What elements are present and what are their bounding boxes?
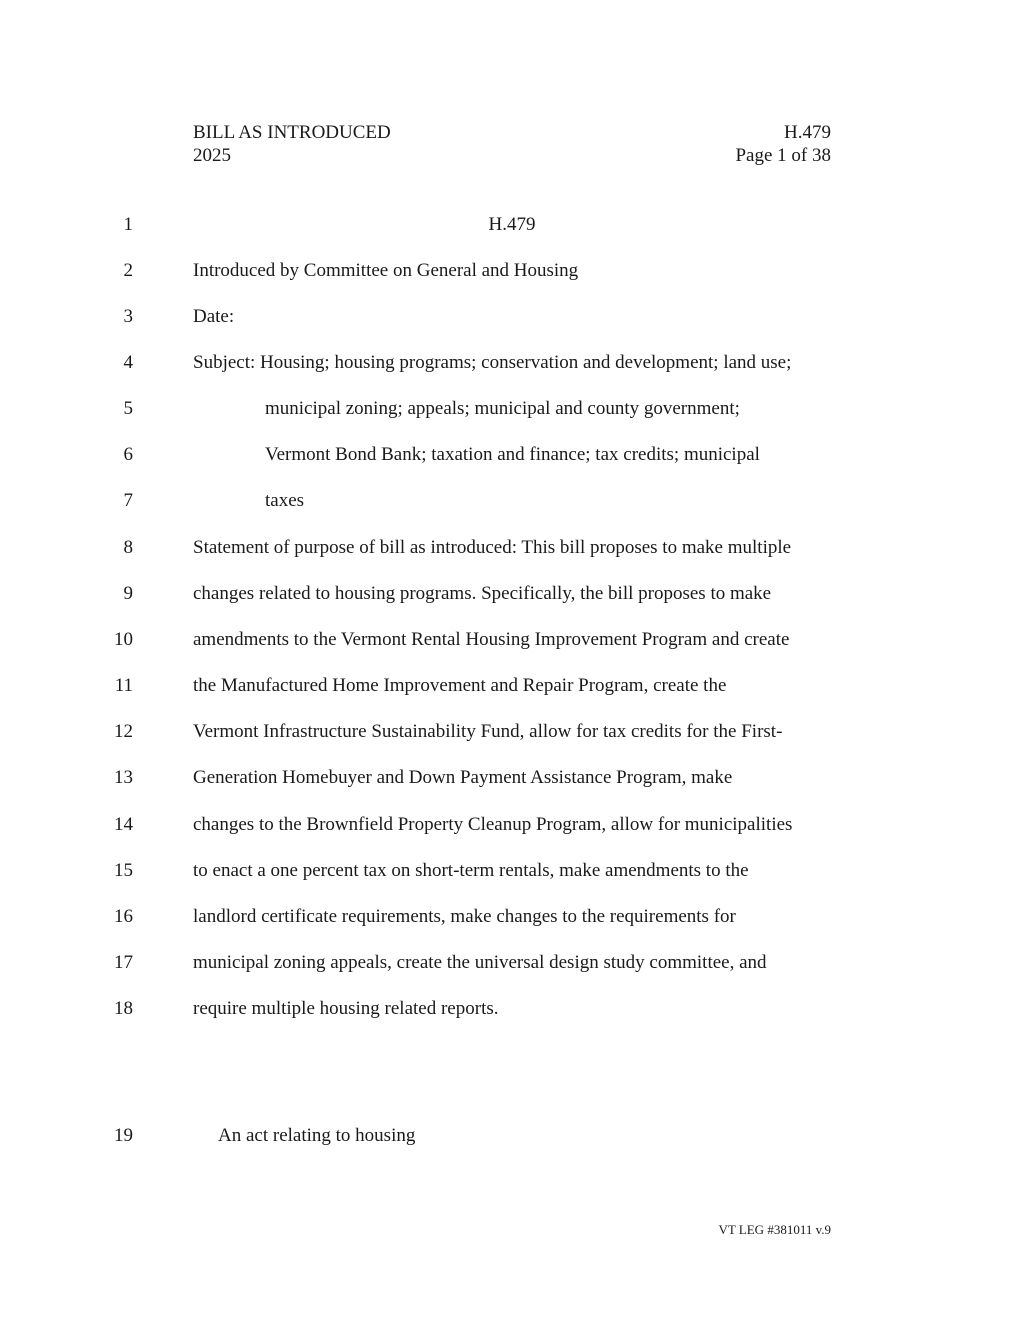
- statement-text: to enact a one percent tax on short-term rentals, make amendments to the: [193, 860, 749, 881]
- statement-text: landlord certificate requirements, make changes to the requirements for: [193, 906, 736, 927]
- line-number: 8: [123, 537, 133, 558]
- document-line: [0, 350, 1024, 376]
- line-number: 10: [114, 629, 133, 650]
- document-line: [0, 904, 1024, 930]
- document-line: [0, 258, 1024, 284]
- document-line: [0, 396, 1024, 422]
- statement-text: Vermont Infrastructure Sustainability Fund, allow for tax credits for the First-: [193, 721, 783, 742]
- line-number: 1: [123, 214, 133, 235]
- line-number: 5: [123, 398, 133, 419]
- statement-text: amendments to the Vermont Rental Housing Improvement Program and create: [193, 629, 790, 650]
- document-line: [0, 996, 1024, 1022]
- date-label: Date:: [193, 306, 235, 327]
- line-number: 11: [114, 675, 133, 696]
- line-number: 18: [114, 998, 133, 1019]
- document-line: [0, 719, 1024, 745]
- document-line: [0, 581, 1024, 607]
- statement-text: the Manufactured Home Improvement and Repair Program, create the: [193, 675, 727, 696]
- line-number: 17: [114, 952, 133, 973]
- line-number: 4: [123, 352, 133, 373]
- subject-continuation: municipal zoning; appeals; municipal and county government;: [265, 398, 740, 419]
- line-number: 2: [123, 260, 133, 281]
- document-line: [0, 535, 1024, 561]
- subject-line: Subject: Housing; housing programs; conservation and development; land use;: [193, 352, 792, 373]
- document-line: [0, 212, 1024, 238]
- document-line: [0, 488, 1024, 514]
- statement-of-purpose: Statement of purpose of bill as introduced: This bill proposes to make multiple: [193, 537, 792, 558]
- bill-year: 2025: [193, 145, 231, 166]
- line-number: 14: [114, 814, 133, 835]
- statement-text: changes to the Brownfield Property Cleanup Program, allow for municipalities: [193, 814, 793, 835]
- bill-title: H.479: [488, 214, 536, 235]
- line-number: 6: [123, 444, 133, 465]
- line-number: 9: [123, 583, 133, 604]
- document-line: [0, 765, 1024, 791]
- statement-text: changes related to housing programs. Specifically, the bill proposes to make: [193, 583, 772, 604]
- line-number: 13: [114, 767, 133, 788]
- statement-text: Generation Homebuyer and Down Payment Assistance Program, make: [193, 767, 733, 788]
- document-line: [0, 858, 1024, 884]
- statement-text: municipal zoning appeals, create the universal design study committee, and: [193, 952, 767, 973]
- document-line: [0, 950, 1024, 976]
- line-number: 15: [114, 860, 133, 881]
- line-number: 16: [114, 906, 133, 927]
- bill-status: BILL AS INTRODUCED: [193, 122, 391, 143]
- document-line: [0, 1123, 1024, 1149]
- line-number: 19: [114, 1125, 133, 1146]
- bill-number: H.479: [784, 122, 831, 143]
- line-number: 12: [114, 721, 133, 742]
- document-line: [0, 627, 1024, 653]
- act-title: An act relating to housing: [218, 1125, 416, 1146]
- page-indicator: Page 1 of 38: [735, 145, 831, 166]
- subject-continuation: Vermont Bond Bank; taxation and finance; tax credits; municipal: [265, 444, 760, 465]
- document-line: [0, 304, 1024, 330]
- introduced-by: Introduced by Committee on General and Housing: [193, 260, 579, 281]
- document-line: [0, 673, 1024, 699]
- document-id: VT LEG #381011 v.9: [718, 1222, 831, 1237]
- document-line: [0, 442, 1024, 468]
- subject-continuation: taxes: [265, 490, 305, 511]
- line-number: 3: [123, 306, 133, 327]
- line-number: 7: [123, 490, 133, 511]
- document-line: [0, 812, 1024, 838]
- statement-text: require multiple housing related reports.: [193, 998, 499, 1019]
